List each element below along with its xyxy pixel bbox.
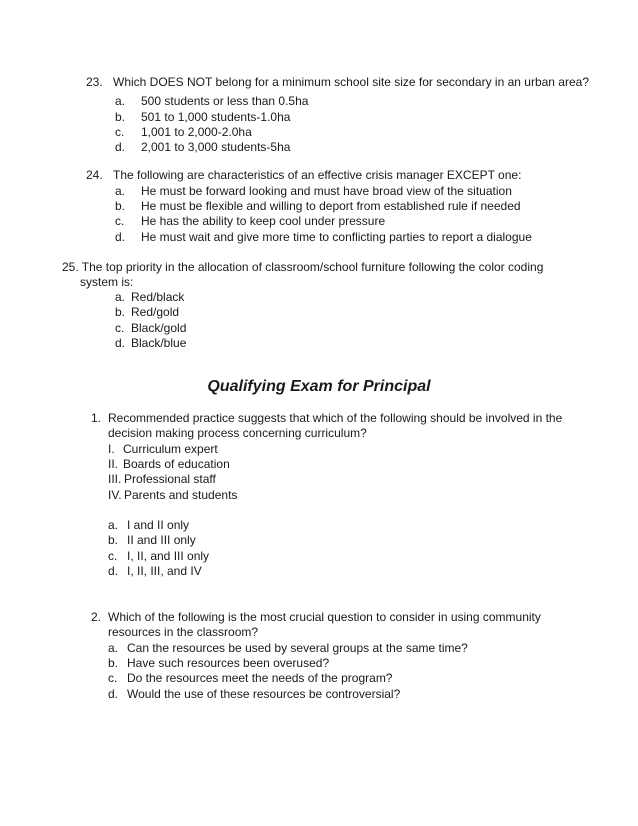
question-number: 1.: [91, 411, 102, 425]
option-letter: c.: [115, 214, 125, 228]
option-text: Have such resources been overused?: [127, 656, 330, 670]
option-letter: c.: [108, 671, 118, 685]
option-text: He must wait and give more time to conflicting parties to report a dialogue: [141, 230, 532, 244]
question-text: 25. The top priority in the allocation of classroom/school furniture following the color coding: [62, 260, 544, 274]
option-text: Would the use of these resources be controversial?: [127, 687, 401, 701]
option-letter: d.: [115, 230, 126, 244]
option-letter: a.: [115, 290, 126, 304]
question-text: Which DOES NOT belong for a minimum school site size for secondary in an urban area?: [113, 75, 589, 89]
question-text-continued: resources in the classroom?: [108, 625, 259, 639]
question-text: Which of the following is the most crucial question to consider in using community: [108, 610, 541, 624]
option-letter: b.: [115, 305, 126, 319]
option-letter: d.: [115, 140, 126, 154]
roman-numeral: II.: [108, 457, 119, 471]
option-text: 501 to 1,000 students-1.0ha: [141, 110, 291, 124]
roman-item-text: Curriculum expert: [123, 442, 218, 456]
option-letter: a.: [115, 184, 126, 198]
option-text: Black/gold: [131, 321, 187, 335]
option-text: Can the resources be used by several groups at the same time?: [127, 641, 468, 655]
roman-item-text: Parents and students: [124, 488, 238, 502]
option-text: Red/black: [131, 290, 185, 304]
option-letter: d.: [108, 564, 119, 578]
option-letter: a.: [108, 518, 119, 532]
option-text: 500 students or less than 0.5ha: [141, 94, 309, 108]
roman-item-text: Professional staff: [124, 472, 216, 486]
roman-item-text: Boards of education: [123, 457, 230, 471]
option-text: I, II, III, and IV: [127, 564, 202, 578]
question-number: 23.: [86, 75, 103, 89]
roman-numeral: I.: [108, 442, 115, 456]
roman-numeral: III.: [108, 472, 122, 486]
question-text: Recommended practice suggests that which of the following should be involved in the: [108, 411, 563, 425]
option-letter: b.: [108, 656, 119, 670]
option-letter: b.: [115, 199, 126, 213]
question-number: 2.: [91, 610, 102, 624]
option-letter: d.: [115, 336, 126, 350]
option-text: 1,001 to 2,000-2.0ha: [141, 125, 252, 139]
question-text-continued: decision making process concerning curriculum?: [108, 426, 367, 440]
option-letter: a.: [108, 641, 119, 655]
option-text: I, II, and III only: [127, 549, 210, 563]
option-letter: c.: [115, 321, 125, 335]
option-text: He has the ability to keep cool under pressure: [141, 214, 386, 228]
question-text-continued: system is:: [80, 275, 134, 289]
question-text: The following are characteristics of an effective crisis manager EXCEPT one:: [113, 168, 522, 182]
option-letter: c.: [108, 549, 118, 563]
option-letter: b.: [108, 533, 119, 547]
question-number: 24.: [86, 168, 103, 182]
section-title: Qualifying Exam for Principal: [207, 378, 431, 395]
option-text: I and II only: [127, 518, 190, 532]
option-letter: d.: [108, 687, 119, 701]
option-text: Do the resources meet the needs of the program?: [127, 671, 393, 685]
option-text: He must be forward looking and must have broad view of the situation: [141, 184, 512, 198]
option-text: Black/blue: [131, 336, 187, 350]
option-letter: b.: [115, 110, 126, 124]
option-text: He must be flexible and willing to deport from established rule if needed: [141, 199, 521, 213]
option-text: II and III only: [127, 533, 196, 547]
option-letter: c.: [115, 125, 125, 139]
roman-numeral: IV.: [108, 488, 122, 502]
option-text: Red/gold: [131, 305, 180, 319]
option-letter: a.: [115, 94, 126, 108]
option-text: 2,001 to 3,000 students-5ha: [141, 140, 291, 154]
